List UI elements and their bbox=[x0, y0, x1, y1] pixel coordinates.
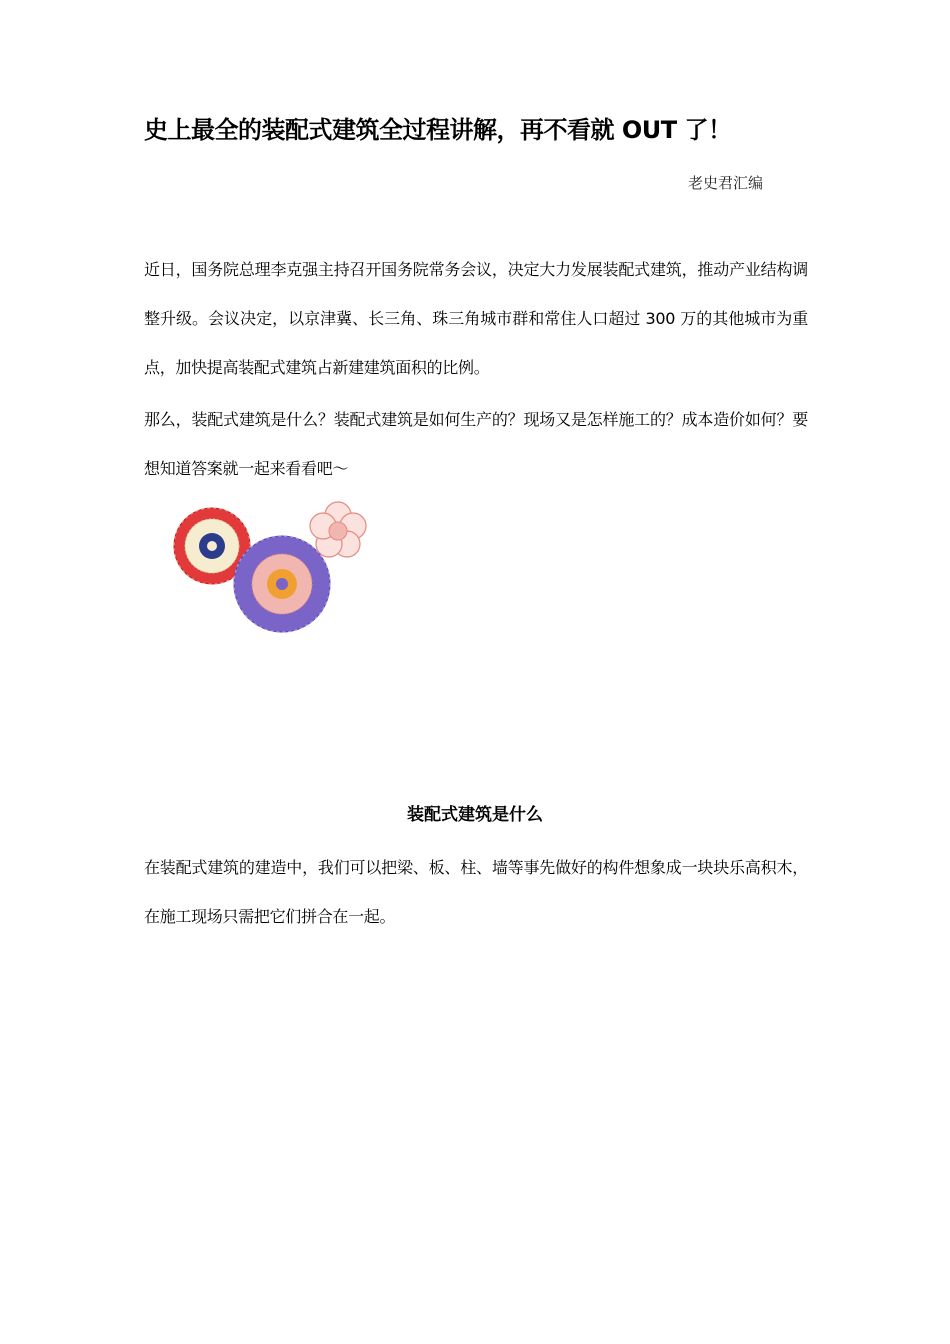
author-credit: 老史君汇编 bbox=[688, 174, 764, 192]
question-paragraph: 那么，装配式建筑是什么？装配式建筑是如何生产的？现场又是怎样施工的？成本造价如何？要想知道答案就一起来看看吧～ bbox=[144, 410, 808, 478]
section-paragraph: 在装配式建筑的建造中，我们可以把梁、板、柱、墙等事先做好的构件想象成一块块乐高积木，在施工现场只需把它们拼合在一起。 bbox=[144, 858, 808, 926]
intro-paragraph: 近日，国务院总理李克强主持召开国务院常务会议，决定大力发展装配式建筑，推动产业结构调整升级。会议决定，以京津冀、长三角、珠三角城市群和常住人口超过 300 万的其他城市为重点，加快提高装配式建筑占新建建筑面积的比例。 bbox=[144, 260, 808, 377]
paper-fan-flowers-illustration bbox=[168, 498, 378, 643]
page-title: 史上最全的装配式建筑全过程讲解，再不看就 OUT 了！ bbox=[144, 116, 732, 144]
pink-blossom-flower bbox=[310, 502, 366, 557]
section-heading: 装配式建筑是什么 bbox=[407, 805, 543, 825]
purple-fan-flower bbox=[234, 536, 330, 632]
